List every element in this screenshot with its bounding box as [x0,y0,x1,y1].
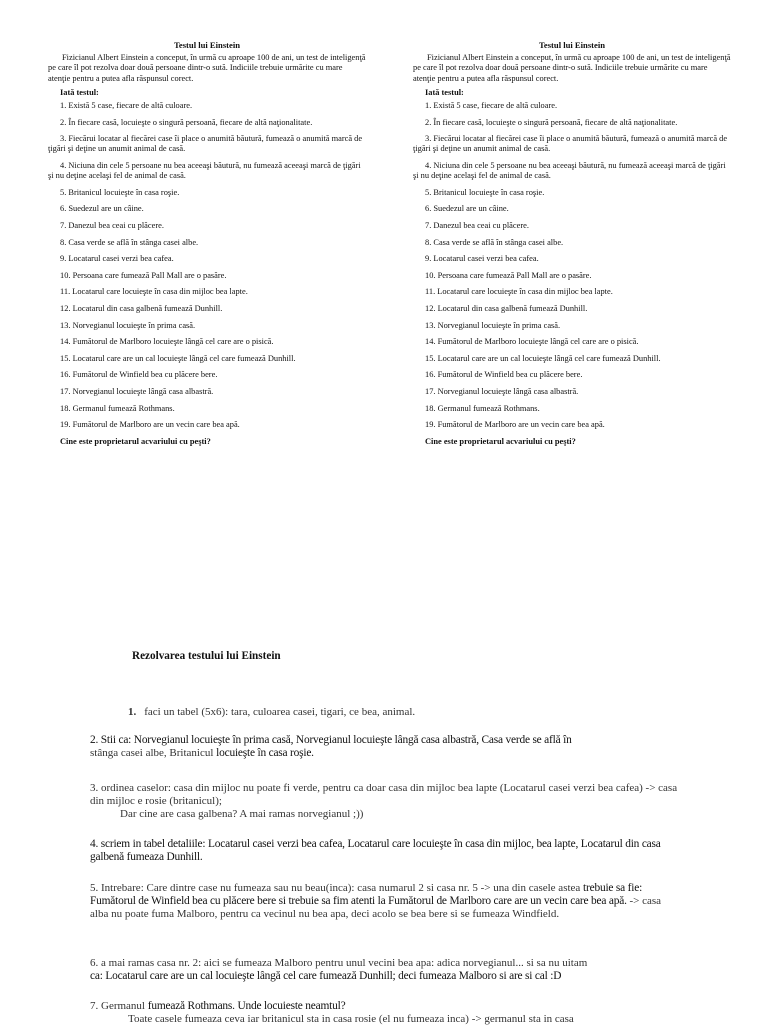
clue-item: 4. Niciuna din cele 5 persoane nu bea aceeaşi băutură, nu fumează aceeaşi marcă de ţigări şi nu deţine acelaşi fel de animal de casă. [48,161,361,181]
step-text: -> casa alba nu poate fuma Malboro, pentru ca vecinul nu bea apa, deci acolo se bea bere si se fumeaza Windfield. [90,895,662,920]
test-intro: Fizicianul Albert Einstein a conceput, în urmă cu aproape 100 de ani, un test de inteligenţă pe care îl pot rezolva doar două persoane dintr-o sută. Indiciile trebuie urmărite cu mare atenţie pentru a putea afla răspunsul corect. [48,53,366,83]
clue-item: 16. Fumătorul de Winfield bea cu plăcere bere. [60,370,218,380]
step-text: trebuie sa fie: Fumătorul de Winfield bea cu plăcere bere si trebuie sa fim atenti la Fumătorul de Marlboro care are un vecin care bea apă. [90,882,643,907]
solution-step-1 [128,706,718,719]
clue-item: 5. Britanicul locuieşte în casa roşie. [425,187,545,197]
step-number: 1. [128,706,137,718]
clue-item: 18. Germanul fumează Rothmans. [425,403,540,413]
clue-item: 15. Locatarul care are un cal locuieşte lângă cel care fumează Dunhill. [425,353,661,363]
solution-step-2 [90,734,680,760]
step-text: faci un tabel (5x6): tara, culoarea casei, tigari, ce bea, animal. [144,706,416,718]
clue-item: 14. Fumătorul de Marlboro locuieşte lângă cel care are o pisică. [60,337,274,347]
step-text: locuieşte în casa roşie. [216,747,314,759]
clue-list [413,101,731,430]
clue-item: 6. Suedezul are un câine. [425,204,509,214]
clue-item: 18. Germanul fumează Rothmans. [60,403,175,413]
clue-item: 19. Fumătorul de Marlboro are un vecin care bea apă. [60,420,240,430]
step-text: Toate casele fumeaza ceva iar britanicul sta in casa rosie (el nu fumeaza inca) -> germanul sta in casa [128,1013,574,1025]
solution-step-7 [90,1000,680,1026]
clue-item: 14. Fumătorul de Marlboro locuieşte lângă cel care are o pisică. [425,337,639,347]
clue-item: 12. Locatarul din casa galbenă fumează Dunhill. [425,303,588,313]
step-text: stânga casei albe, Britanicul [90,747,214,759]
clue-item: 7. Danezul bea ceai cu plăcere. [60,220,164,230]
solution-step-6 [90,957,680,983]
clue-item: 5. Britanicul locuieşte în casa roşie. [60,187,180,197]
clue-item: 10. Persoana care fumează Pall Mall are o pasăre. [60,270,227,280]
test-question: Cine este proprietarul acvariului cu peşti? [60,436,211,446]
clue-item: 11. Locatarul care locuieşte în casa din mijloc bea lapte. [425,287,613,297]
clue-item: 17. Norvegianul locuieşte lângă casa albastră. [425,386,579,396]
clue-item: 8. Casa verde se află în stânga casei albe. [60,237,199,247]
clue-item: 13. Norvegianul locuieşte în prima casă. [425,320,561,330]
clue-item: 11. Locatarul care locuieşte în casa din mijloc bea lapte. [60,287,248,297]
step-text: fumează Rothmans. Unde locuieste neamtul? [147,1000,346,1012]
test-intro-label: Iată testul: [425,87,464,97]
clue-item: 12. Locatarul din casa galbenă fumează Dunhill. [60,303,223,313]
step-text: 2. Stii ca: Norvegianul locuieşte în prima casă, Norvegianul locuieşte lângă casa albastră, Casa verde se află în [90,734,572,746]
step-text: Dar cine are casa galbena? A mai ramas norvegianul ;)) [120,808,364,820]
clue-item: 9. Locatarul casei verzi bea cafea. [60,254,174,264]
step-text: 6. a mai ramas casa nr. 2: aici se fumeaza Malboro pentru unul vecini bea apa: adica norvegianul... si sa nu uitam [90,957,588,969]
solution-title: Rezolvarea testului lui Einstein [132,650,281,662]
test-column-left [48,40,366,447]
clue-item: 2. În fiecare casă, locuieşte o singură persoană, fiecare de altă naţionalitate. [60,117,313,127]
clue-item: 17. Norvegianul locuieşte lângă casa albastră. [60,386,214,396]
solution-step-4 [90,838,680,864]
test-column-right [413,40,731,447]
step-text: 3. ordinea caselor: casa din mijloc nu poate fi verde, pentru ca doar casa din mijloc bea lapte (Locatarul casei verzi bea cafea) -> casa din mijloc e rosie (britanicul); [90,782,678,807]
clue-item: 3. Fiecărui locatar al fiecărei case îi place o anumită băutură, fumează o anumită marcă de ţigări şi deţine un anumit animal de casă. [413,134,728,154]
clue-item: 19. Fumătorul de Marlboro are un vecin care bea apă. [425,420,605,430]
clue-item: 4. Niciuna din cele 5 persoane nu bea aceeaşi băutură, nu fumează aceeaşi marcă de ţigări şi nu deţine acelaşi fel de animal de casă. [413,161,726,181]
clue-item: 2. În fiecare casă, locuieşte o singură persoană, fiecare de altă naţionalitate. [425,117,678,127]
clue-item: 3. Fiecărui locatar al fiecărei case îi place o anumită băutură, fumează o anumită marcă de ţigări şi deţine un anumit animal de casă. [48,134,363,154]
clue-item: 15. Locatarul care are un cal locuieşte lângă cel care fumează Dunhill. [60,353,296,363]
clue-item: 7. Danezul bea ceai cu plăcere. [425,220,529,230]
test-intro: Fizicianul Albert Einstein a conceput, în urmă cu aproape 100 de ani, un test de inteligenţă pe care îl pot rezolva doar două persoane dintr-o sută. Indiciile trebuie urmărite cu mare atenţie pentru a putea afla răspunsul corect. [413,53,731,83]
step-text: 4. scriem in tabel detaliile: Locatarul casei verzi bea cafea, Locatarul care locuieşte în casa din mijloc, bea lapte, Locatarul din casa galbenă fumeaza Dunhill. [90,838,661,863]
test-question: Cine este proprietarul acvariului cu peşti? [425,436,576,446]
clue-item: 6. Suedezul are un câine. [60,204,144,214]
step-text: 5. Intrebare: Care dintre case nu fumeaza sau nu beau(inca): casa numarul 2 si casa nr. 5 -> una din casele astea [90,882,581,894]
clue-item: 16. Fumătorul de Winfield bea cu plăcere bere. [425,370,583,380]
solution-step-3 [90,782,680,821]
test-intro-label: Iată testul: [60,87,99,97]
test-title: Testul lui Einstein [538,40,606,50]
clue-item: 10. Persoana care fumează Pall Mall are o pasăre. [425,270,592,280]
step-text: 7. Germanul [90,1000,145,1012]
clue-item: 1. Există 5 case, fiecare de altă culoare. [60,101,193,111]
clue-item: 8. Casa verde se află în stânga casei albe. [425,237,564,247]
step-text: ca: Locatarul care are un cal locuieşte lângă cel care fumează Dunhill; deci fumeaza Malboro si are si cal :D [90,970,562,982]
solution-step-5 [90,882,680,921]
test-title: Testul lui Einstein [173,40,241,50]
clue-item: 13. Norvegianul locuieşte în prima casă. [60,320,196,330]
clue-item: 9. Locatarul casei verzi bea cafea. [425,254,539,264]
clue-item: 1. Există 5 case, fiecare de altă culoare. [425,101,558,111]
clue-list [48,101,366,430]
